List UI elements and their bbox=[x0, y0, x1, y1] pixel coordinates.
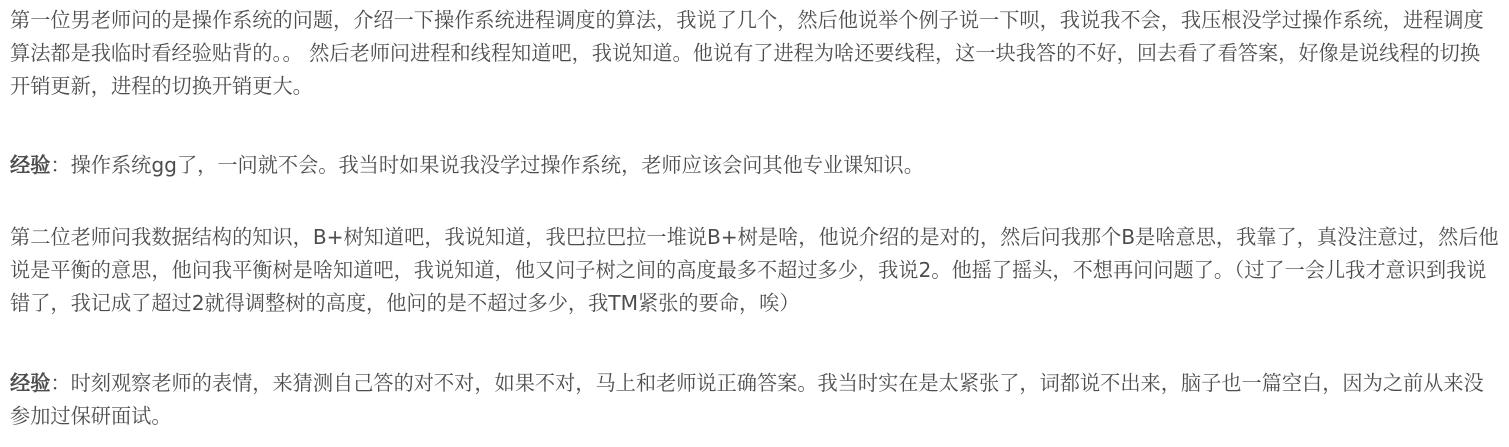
experience-label: 经验 bbox=[10, 371, 51, 395]
experience-label: 经验 bbox=[10, 153, 51, 177]
experience-text: ：时刻观察老师的表情，来猜测自己答的对不对，如果不对，马上和老师说正确答案。我当时实在是太紧张了，词都说不出来，脑子也一篇空白，因为之前从来没参加过保研面试。 bbox=[10, 371, 1484, 428]
experience-text: ：操作系统gg了，一问就不会。我当时如果说我没学过操作系统，老师应该会问其他专业课知识。 bbox=[50, 153, 924, 177]
paragraph-ds-interview: 第二位老师问我数据结构的知识，B+树知道吧，我说知道，我巴拉巴拉一堆说B+树是啥，他说介绍的是对的，然后问我那个B是啥意思，我靠了，真没注意过，然后他说是平衡的意思，他问我平衡树是啥知道吧，我说知道，他又问子树之间的高度最多不超过多少，我说2。他摇了摇头，不想再问问题了。（过了一会儿我才意识到我说错了，我记成了超过2就得调整树的高度，他问的是不超过多少，我TM紧张的要命，唉） bbox=[10, 225, 1499, 315]
paragraph-os-interview: 第一位男老师问的是操作系统的问题，介绍一下操作系统进程调度的算法，我说了几个，然后他说举个例子说一下呗，我说我不会，我压根没学过操作系统，进程调度算法都是我临时看经验贴背的。。 然后老师问进程和线程知道吧，我说知道。他说有了进程为啥还要线程，这一块我答的不好，回去看了看答案，好像是说线程的切换开销更新，进程的切换开销更大。 bbox=[10, 8, 1484, 98]
paragraph-experience-1 bbox=[10, 149, 1500, 182]
paragraph-experience-2 bbox=[10, 367, 1500, 433]
